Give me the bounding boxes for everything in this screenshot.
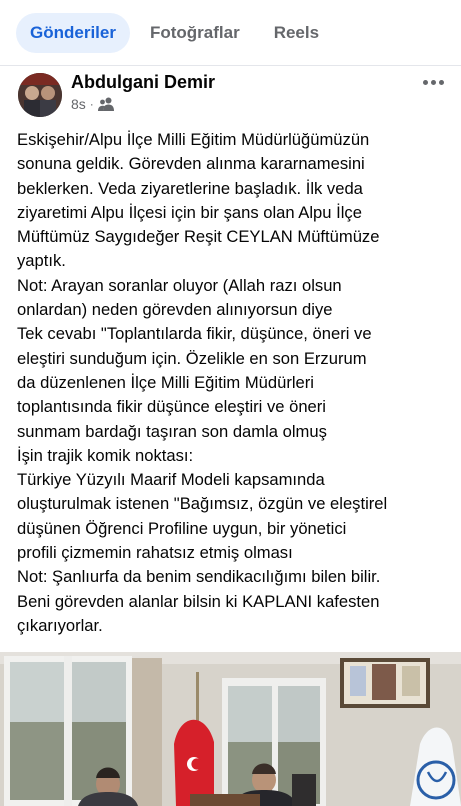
post-text-line: eleştiri sunduğum için. Özelikle en son Erzurum — [17, 348, 367, 368]
profile-tabs — [0, 0, 461, 66]
post-text-line: toplantısında fikir düşünce eleştiri ve öneri — [17, 397, 326, 417]
post-text-line: Türkiye Yüzyılı Maarif Modeli kapsamında — [17, 470, 325, 490]
post-text-line: ziyaretimi Alpu İlçesi için bir şans olan Alpu İlçe — [17, 202, 362, 222]
post-text-line: sunmam bardağı taşıran son damla olmuş — [17, 421, 327, 441]
post-text-line: Eskişehir/Alpu İlçe Milli Eğitim Müdürlüğümüzün — [17, 130, 370, 149]
avatar[interactable] — [18, 73, 62, 117]
post-text-line: yaptık. — [17, 251, 66, 271]
post-text-line: oluşturulmak istenen "Bağımsız, özgün ve eleştirel — [17, 494, 388, 514]
post-text-line: Not: Şanlıurfa da benim sendikacılığımı bilen bilir. — [17, 567, 381, 587]
post-text-line: İşin trajik komik noktası: — [17, 445, 194, 465]
post-text-line: onlardan) neden görevden alınıyorsun diye — [17, 300, 333, 320]
post-meta — [71, 96, 114, 112]
post-text-line: sonuna geldik. Görevden alınma kararnamesini — [17, 154, 365, 174]
post-text-line: Not: Arayan soranlar oluyor (Allah razı olsun — [17, 275, 342, 295]
post-text-line: beklerken. Veda ziyaretlerine başladık. İlk veda — [17, 178, 363, 198]
post-text — [17, 128, 457, 638]
post-time[interactable]: 8s — [71, 96, 86, 112]
post-text-line: profili çizmemin rahatsız etmiş olması — [17, 543, 293, 563]
post-text-line: Beni görevden alanlar bilsin ki KAPLANI kafesten — [17, 591, 380, 611]
more-options-icon[interactable] — [417, 70, 449, 94]
tab-reels[interactable]: Reels — [273, 22, 320, 42]
post-text-line: Tek cevabı "Toplantılarda fikir, düşünce, öneri ve — [17, 324, 372, 344]
tab-photos[interactable]: Fotoğraflar — [149, 22, 240, 42]
post-text-line: da düzenlenen İlçe Milli Eğitim Müdürleri — [17, 372, 314, 392]
post-text-line: Müftümüz Saygıdeğer Reşit CEYLAN Müftümüze — [17, 227, 380, 247]
post-text-line: çıkarıyorlar. — [17, 615, 103, 635]
friends-icon[interactable] — [98, 97, 114, 111]
post-author[interactable]: Abdulgani Demir — [71, 72, 216, 92]
post-header — [0, 66, 461, 122]
post-text-line: düşünen Öğrenci Profiline uygun, bir yönetici — [17, 518, 347, 538]
post-photo[interactable] — [0, 652, 461, 806]
tab-posts[interactable]: Gönderiler — [16, 13, 130, 53]
separator-dot: · — [89, 97, 94, 111]
